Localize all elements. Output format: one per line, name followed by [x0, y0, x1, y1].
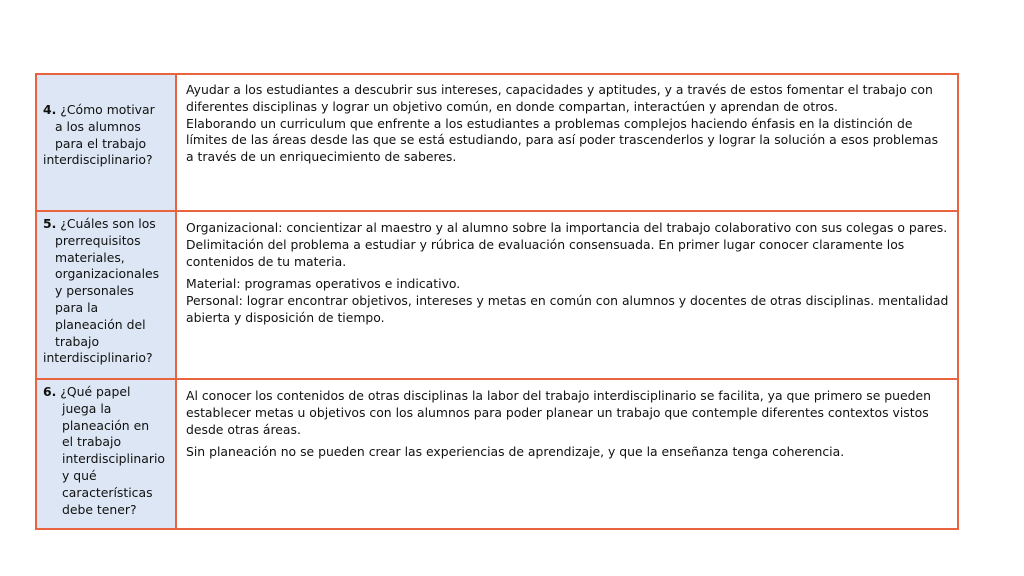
- question-number: 5.: [43, 216, 57, 231]
- question-text: ¿Cuáles son los: [60, 216, 156, 231]
- question-number: 6.: [43, 384, 57, 399]
- question-line: el trabajo: [62, 434, 122, 450]
- question-line: interdisciplinario: [62, 451, 165, 467]
- question-line: para la: [55, 299, 99, 315]
- question-line: planeación del: [55, 316, 146, 332]
- question-text: ¿Cómo motivar: [60, 102, 155, 117]
- question-text: ¿Qué papel: [60, 384, 131, 399]
- answer-paragraph: Delimitación del problema a estudiar y rúbrica de evaluación consensuada. En primer lugar conocer claramente los contenidos de tu materia.: [186, 236, 905, 269]
- table-row: [36, 74, 958, 211]
- answer-paragraph: Elaborando un curriculum que enfrente a los estudiantes a problemas complejos haciendo énfasis en la distinción de límites de las áreas desde las que se está estudiando, para así poder trascenderlos y lograr la solución a esos problemas a través de un enriquecimiento de saberes.: [186, 115, 939, 165]
- question-line: y personales: [55, 283, 134, 299]
- answer-paragraph: Al conocer los contenidos de otras disciplinas la labor del trabajo interdisciplinario se facilita, ya que primero se pueden establecer metas u objetivos con los alumnos para poder planear un trabajo que contemple diferentes contextos vistos desde otras áreas.: [186, 388, 931, 437]
- answer-cell-5: [176, 211, 958, 379]
- question-line: trabajo: [55, 333, 100, 349]
- qa-table: [35, 73, 959, 530]
- answer-paragraph: Personal: lograr encontrar objetivos, intereses y metas en común con alumnos y docentes de otras disciplinas. mentalidad abierta y disposición de tiempo.: [186, 293, 949, 325]
- question-line: organizacionales: [55, 266, 160, 282]
- question-line: características: [62, 484, 153, 500]
- answer-paragraph: Material: programas operativos e indicativo.: [186, 276, 461, 292]
- answer-paragraph: Ayudar a los estudiantes a descubrir sus intereses, capacidades y aptitudes, y a través de estos fomentar el trabajo con diferentes disciplinas y lograr un objetivo común, en donde compartan, interactúen y aprendan de otros.: [186, 82, 933, 114]
- answer-paragraph: Sin planeación no se pueden crear las experiencias de aprendizaje, y que la enseñanza tenga coherencia.: [186, 444, 845, 460]
- question-number: 4.: [43, 102, 57, 117]
- answer-paragraph: Organizacional: concientizar al maestro y al alumno sobre la importancia del trabajo colaborativo con sus colegas o pares.: [186, 220, 948, 235]
- question-line: [43, 102, 175, 119]
- table-row: [36, 211, 958, 379]
- question-cell-5: [36, 211, 176, 379]
- answer-cell-6: [176, 379, 958, 529]
- table-row: [36, 379, 958, 529]
- question-line: [43, 216, 175, 233]
- question-line: prerrequisitos: [55, 232, 141, 248]
- question-line: materiales,: [55, 249, 125, 265]
- question-cell-6: [36, 379, 176, 529]
- question-line: y qué: [62, 467, 97, 483]
- question-line: para el trabajo: [55, 135, 147, 151]
- question-line: interdisciplinario?: [43, 350, 153, 366]
- question-line: a los alumnos: [55, 118, 141, 134]
- answer-cell-4: [176, 74, 958, 211]
- question-line: juega la: [62, 400, 112, 416]
- question-cell-4: [36, 74, 176, 211]
- question-line: [43, 384, 175, 401]
- question-line: debe tener?: [62, 501, 137, 517]
- question-line: interdisciplinario?: [43, 152, 153, 168]
- question-line: planeación en: [62, 417, 150, 433]
